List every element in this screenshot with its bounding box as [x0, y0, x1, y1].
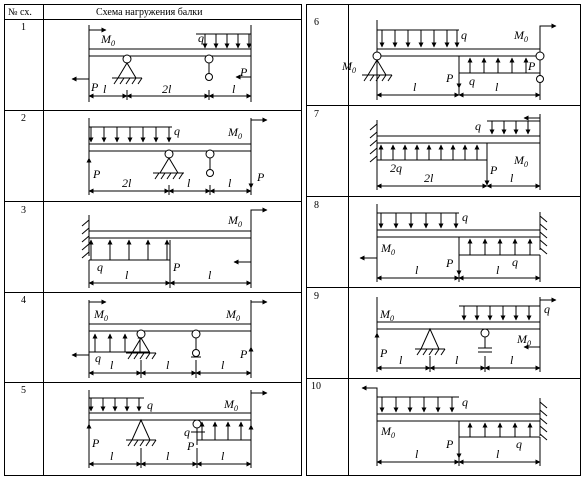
scheme-number: 1: [21, 22, 26, 33]
load-q-mid-label: q: [469, 74, 475, 88]
force-p-label: P: [446, 71, 454, 85]
load-q-left-label: q: [147, 398, 153, 412]
dim-label-2: 2l: [162, 82, 172, 96]
dim-label-1: l: [413, 80, 417, 94]
scheme-number: 5: [21, 385, 26, 396]
force-p-label: P: [240, 347, 248, 361]
moment-label: $M_0$: [101, 32, 115, 48]
scheme-number: 2: [21, 113, 26, 124]
scheme-number: 9: [314, 291, 319, 302]
dim-label-3: l: [232, 82, 236, 96]
scheme-3: [21, 205, 267, 288]
force-p-left-label: P: [93, 167, 101, 181]
load-q-label: q: [198, 31, 204, 45]
dim-label-1: l: [103, 82, 107, 96]
load-q-top-label: q: [461, 28, 467, 42]
dim-label-3: l: [228, 176, 232, 190]
moment-left-label: $M_0$: [342, 59, 356, 75]
force-p-left-label: P: [91, 80, 99, 94]
load-q-top-label: q: [462, 395, 468, 409]
force-p-label: P: [446, 437, 454, 451]
moment-label: $M_0$: [514, 153, 528, 169]
dim-label-1: l: [110, 358, 114, 372]
dim-label-3: l: [221, 449, 225, 463]
scheme-number: 6: [314, 17, 319, 28]
scheme-number: 4: [21, 295, 26, 306]
load-q-right-label: q: [184, 425, 190, 439]
force-p-right-label: P: [187, 439, 195, 453]
moment-label: $M_0$: [228, 125, 242, 141]
dim-label-1: l: [399, 353, 403, 367]
dim-label-1: l: [415, 447, 419, 461]
load-q-top-label: q: [462, 210, 468, 224]
load-q-label: q: [174, 124, 180, 138]
dim-label-1: 2l: [122, 176, 132, 190]
force-p-label: P: [490, 163, 498, 177]
moment-right-label: $M_0$: [226, 307, 240, 323]
scheme-9: [314, 291, 556, 372]
load-q-bottom-label: q: [516, 437, 522, 451]
dim-label-1: 2l: [424, 171, 434, 185]
column-header-scheme: Схема нагружения балки: [96, 7, 203, 18]
scheme-number: 8: [314, 200, 319, 211]
load-q-label: q: [544, 302, 550, 316]
scheme-5: [21, 385, 267, 468]
dim-label-2: l: [496, 447, 500, 461]
load-2q-label: 2q: [390, 161, 402, 175]
column-header-number: № сх.: [8, 7, 32, 18]
load-q-bottom-label: q: [512, 255, 518, 269]
dim-label-3: l: [510, 353, 514, 367]
force-p-right-label: P: [257, 170, 265, 184]
force-p-right-label: P: [240, 65, 248, 79]
scheme-4: [21, 295, 267, 378]
moment-label: $M_0$: [228, 213, 242, 229]
force-p-label: P: [173, 260, 181, 274]
scheme-number: 3: [21, 205, 26, 216]
force-p-label: P: [446, 256, 454, 270]
dim-label-2: l: [496, 263, 500, 277]
dim-label-2: l: [166, 358, 170, 372]
moment-label: $M_0$: [381, 424, 395, 440]
scheme-10: [311, 381, 547, 466]
load-q-label: q: [97, 260, 103, 274]
scheme-2: [21, 113, 267, 195]
moment-left-label: $M_0$: [94, 307, 108, 323]
moment-right-label: $M_0$: [517, 332, 531, 348]
moment-label: $M_0$: [381, 241, 395, 257]
dim-label-2: l: [166, 449, 170, 463]
moment-label: $M_0$: [224, 397, 238, 413]
scheme-7: [314, 109, 540, 190]
dim-label-2: l: [187, 176, 191, 190]
scheme-1: [21, 22, 251, 102]
dim-label-1: l: [125, 268, 129, 282]
moment-label: $M_0$: [380, 307, 394, 323]
dim-label-2: l: [455, 353, 459, 367]
dim-label-1: l: [110, 449, 114, 463]
force-p-label: P: [380, 346, 388, 360]
scheme-6: [314, 17, 556, 100]
dim-label-2: l: [510, 171, 514, 185]
dim-label-3: l: [221, 358, 225, 372]
scheme-number: 7: [314, 109, 319, 120]
load-q-label: q: [95, 351, 101, 365]
moment-right-label: $M_0$: [514, 28, 528, 44]
dim-label-2: l: [495, 80, 499, 94]
scheme-number: 10: [311, 381, 321, 392]
force-p-right-label: P: [528, 59, 536, 73]
dim-label-1: l: [415, 263, 419, 277]
dim-label-2: l: [208, 268, 212, 282]
force-p-left-label: P: [92, 436, 100, 450]
load-q-top-label: q: [475, 119, 481, 133]
